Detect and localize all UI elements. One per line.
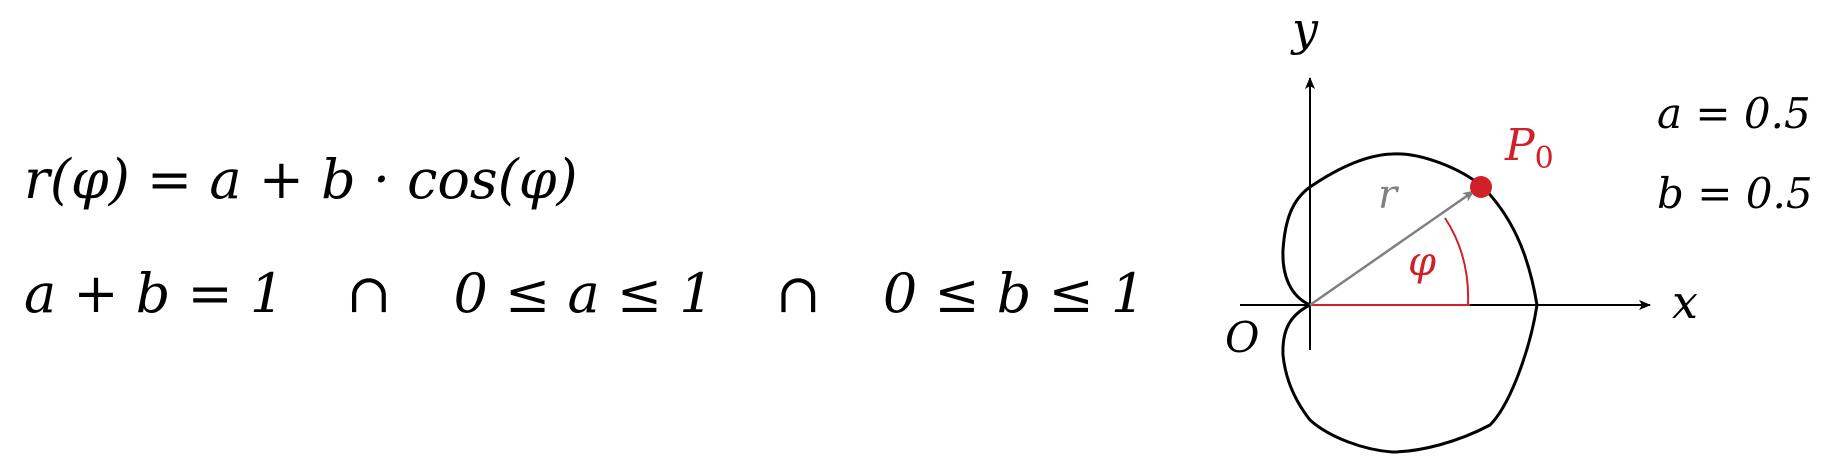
radius-label: r [1378, 172, 1398, 218]
constraint-b-range: 0 ≤ b ≤ 1 [882, 262, 1146, 325]
constraint-sum: a + b = 1 [24, 262, 285, 325]
origin-label: O [1225, 313, 1260, 362]
polar-equation: r(φ) = a + b · cos(φ) [24, 148, 578, 211]
point-p0 [1470, 176, 1492, 198]
intersection-symbol-2: ∩ [775, 262, 821, 325]
y-axis-label: y [1292, 2, 1318, 56]
constraint-a-range: 0 ≤ a ≤ 1 [453, 262, 714, 325]
angle-label: φ [1408, 239, 1437, 285]
x-axis-label: x [1672, 275, 1698, 329]
angle-arc [1445, 218, 1468, 305]
point-p0-label [1504, 120, 1554, 176]
polar-curve [1283, 154, 1537, 452]
point-subscript: 0 [1534, 141, 1554, 176]
point-letter: P [1505, 120, 1535, 171]
param-a: a = 0.5 [1657, 89, 1811, 138]
param-b: b = 0.5 [1657, 169, 1813, 218]
intersection-symbol-1: ∩ [346, 262, 392, 325]
